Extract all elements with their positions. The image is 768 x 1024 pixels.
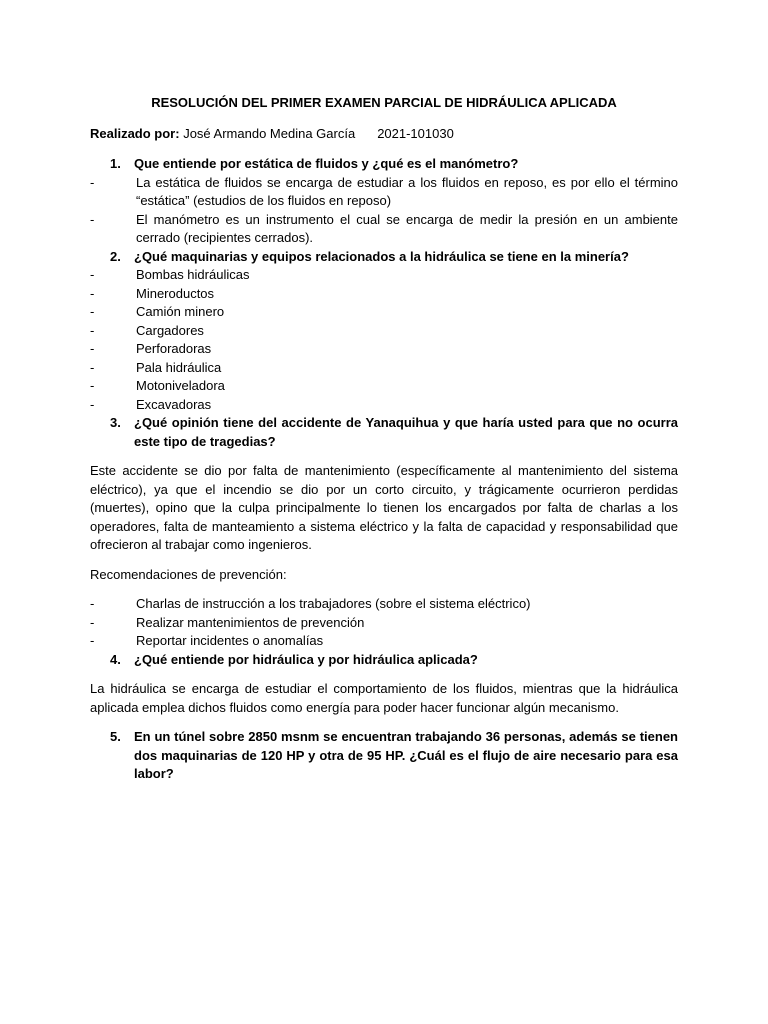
question-number: 4. xyxy=(110,651,121,667)
question-number: 3. xyxy=(110,415,121,430)
author-code: 2021-101030 xyxy=(377,125,454,141)
list-item xyxy=(90,285,678,304)
list-item xyxy=(90,396,678,415)
question-5 xyxy=(90,728,678,784)
list-item-text: La estática de fluidos se encarga de estudiar a los fluidos en reposo, es por ello el término “estática” (estudios de los fluidos en reposo) xyxy=(136,174,678,208)
bullet-dash: - xyxy=(90,596,95,611)
bullet-dash: - xyxy=(90,633,95,648)
question-number: 1. xyxy=(110,156,121,171)
list-item-text: Bombas hidráulicas xyxy=(136,267,250,282)
list-item xyxy=(90,359,678,378)
question-text: ¿Qué maquinarias y equipos relacionados a la hidráulica se tiene en la minería? xyxy=(134,248,629,264)
author-label: Realizado por: xyxy=(90,125,180,141)
list-item xyxy=(90,632,678,651)
question-number: 2. xyxy=(110,248,121,264)
bullet-dash: - xyxy=(90,174,95,190)
list-item xyxy=(90,303,678,322)
list-item xyxy=(90,211,678,248)
bullet-dash: - xyxy=(90,614,95,630)
list-item xyxy=(90,377,678,396)
answer-paragraph: La hidráulica se encarga de estudiar el comportamiento de los fluidos, mientras que la hidráulica aplicada emplea dichos fluidos como energía para poder hacer funcionar algún mecanismo. xyxy=(90,681,678,715)
bullet-dash: - xyxy=(90,322,95,338)
list-item xyxy=(90,174,678,211)
list-item xyxy=(90,266,678,285)
list-item xyxy=(90,340,678,359)
bullet-dash: - xyxy=(90,285,95,301)
list-item-text: Charlas de instrucción a los trabajadores (sobre el sistema eléctrico) xyxy=(136,596,531,611)
list-item xyxy=(90,595,678,614)
list-item xyxy=(90,614,678,633)
bullet-dash: - xyxy=(90,378,95,393)
list-item-text: Cargadores xyxy=(136,322,204,338)
author-name: José Armando Medina García xyxy=(183,125,356,141)
list-item-text: Reportar incidentes o anomalías xyxy=(136,633,324,648)
bullet-dash: - xyxy=(90,304,95,319)
question-3 xyxy=(90,414,678,451)
list-item-text: Mineroductos xyxy=(136,285,215,301)
list-item-text: Pala hidráulica xyxy=(136,359,222,375)
question-text: En un túnel sobre 2850 msnm se encuentran trabajando 36 personas, además se tienen dos maquinarias de 120 HP y otra de 95 HP. ¿Cuál es el flujo de aire necesario para esa labor? xyxy=(134,729,678,781)
bullet-dash: - xyxy=(90,396,95,412)
question-text: Que entiende por estática de fluidos y ¿qué es el manómetro? xyxy=(134,156,519,171)
list-item-text: Camión minero xyxy=(136,304,225,319)
document-body xyxy=(90,94,678,784)
question-text: ¿Qué opinión tiene del accidente de Yanaquihua y que haría usted para que no ocurra este tipo de tragedias? xyxy=(134,415,678,449)
list-item-text: Realizar mantenimientos de prevención xyxy=(136,614,365,630)
question-4 xyxy=(90,651,678,670)
question-1 xyxy=(90,155,678,174)
bullet-dash: - xyxy=(90,359,95,375)
answer-paragraph: Este accidente se dio por falta de mantenimiento (específicamente al mantenimiento del sistema eléctrico), ya que el incendio se dio por un corto circuito, y trágicamente ocurrieron perdidas (muertes), opino que la culpa principalmente lo tienen los encargados por falta de charlas a los operadores, falta de manteamiento a sistema eléctrico y la falta de capacidad y responsabilidad que ofrecieron al trabajar como ingenieros. xyxy=(90,463,678,552)
question-number: 5. xyxy=(110,729,121,744)
bullet-dash: - xyxy=(90,267,95,282)
bullet-dash: - xyxy=(90,341,95,356)
list-item-text: Motoniveladora xyxy=(136,378,225,393)
question-2 xyxy=(90,248,678,267)
list-item xyxy=(90,322,678,341)
document-title: RESOLUCIÓN DEL PRIMER EXAMEN PARCIAL DE HIDRÁULICA APLICADA xyxy=(151,95,617,110)
question-text: ¿Qué entiende por hidráulica y por hidráulica aplicada? xyxy=(134,651,478,667)
author-line xyxy=(90,125,678,144)
list-item-text: El manómetro es un instrumento el cual se encarga de medir la presión en un ambiente cerrado (recipientes cerrados). xyxy=(136,211,678,245)
list-item-text: Excavadoras xyxy=(136,396,212,412)
list-item-text: Perforadoras xyxy=(136,341,212,356)
recommendations-heading: Recomendaciones de prevención: xyxy=(90,566,287,582)
bullet-dash: - xyxy=(90,211,95,227)
